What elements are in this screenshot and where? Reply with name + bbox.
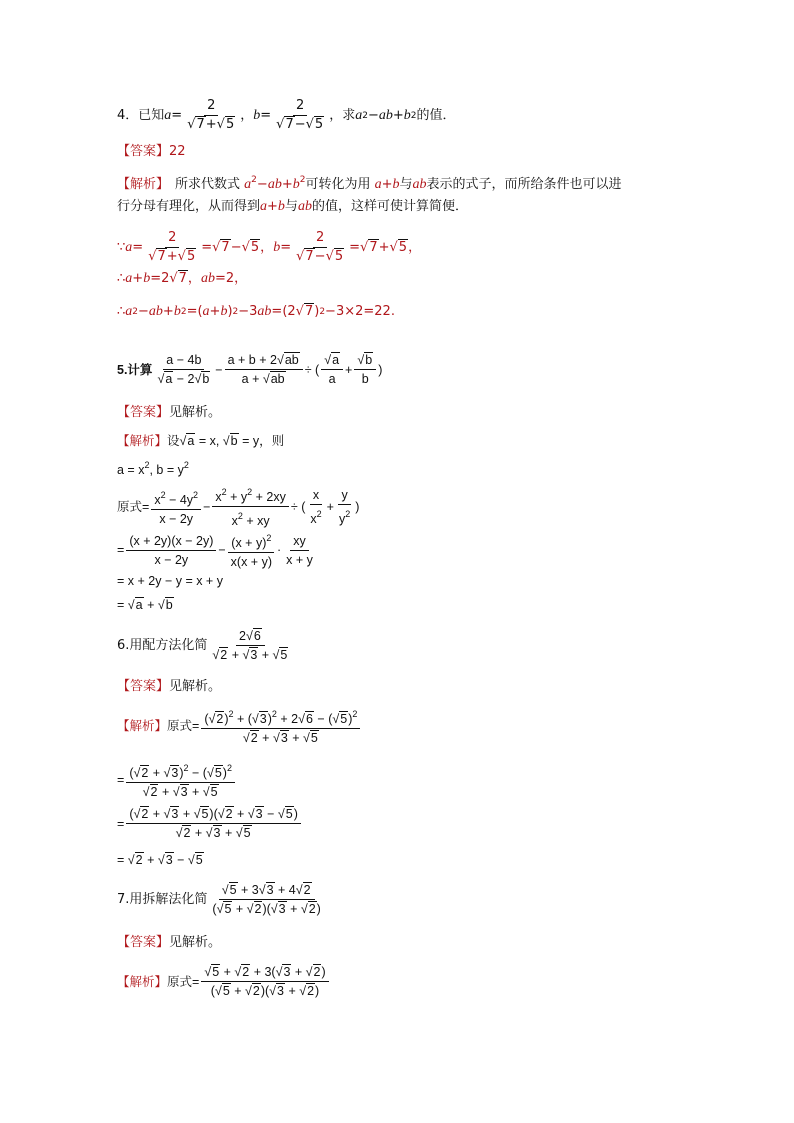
q6-step2: = $\frac{(√2 + √3)^2 - (√5)^2}{√2 + √3 + √5}$: [117, 760, 237, 800]
q4-answer: 【答案】22: [117, 144, 186, 159]
q5-step4: = √a + √b: [117, 598, 173, 612]
q4-statement: 4．已知 a = $\frac{2}{√7+√5}$ ， b = $\frac{2}{√7-√5}$ ，求 a 2 − ab + b 2 的值．: [117, 98, 456, 132]
answer-tag: 【答案】: [117, 144, 170, 159]
q6-statement: 6.用配方法化简 $\frac{2√6}{√2 + √3 + √5}$: [117, 629, 288, 662]
fraction: $\frac{2}{√7+√5}$: [187, 98, 235, 132]
q6-step3: = $\frac{(√2 + √3 + √5)(√2 + √3 - √5)}{√2 + √3 + √5}$: [117, 806, 303, 841]
q5-statement: 5.计算 $\frac{a - 4b}{√a - 2√b}$ − $\frac{a + b + 2√ab}{a + √ab}$ ÷ ( $\frac{√a}{a}$ + $\frac{√b}{b}$ ): [117, 353, 383, 386]
analysis-tag: 【解析】: [117, 177, 170, 192]
q4-analysis-line1: 【解析】 所求代数式 $a^2-ab+b^2$可转化为用 a+b与ab表示的式子，而所给条件也可以进: [117, 175, 622, 192]
q7-label: 7.用拆解法化简: [117, 891, 208, 907]
fraction: $\frac{2}{√7-√5}$: [276, 98, 324, 132]
q6-step1: 【解析】 原式 = $\frac{(√2)^2 + (√3)^2 + 2√6 - (√5)^2}{√2 + √3 + √5}$: [117, 706, 362, 746]
q7-step1: 【解析】 原式 = $\frac{√5 + √2 + 3(√3 + √2)}{(√5 + √2)(√3 + √2)}$: [117, 964, 331, 999]
q6-step4: = √2 + √3 − √5: [117, 853, 203, 867]
q7-statement: 7.用拆解法化简 $\frac{√5 + 3√3 + 4√2}{(√5 + √2)(√3 + √2)}$: [117, 883, 321, 916]
q4-analysis-line2: 行分母有理化，从而得到a+b与ab的值，这样可使计算简便．: [117, 199, 468, 214]
q5-step3: = x + 2y − y = x + y: [117, 574, 223, 588]
q4-step2: ∴ a + b =2√7， ab =2，: [117, 271, 248, 286]
q4-label: 4．已知: [117, 107, 165, 123]
q5-step2: = $\frac{(x + 2y)(x - 2y)}{x - 2y}$ − $\frac{(x + y)^2}{x(x + y)}$ · $\frac{xy}{x + y}$: [117, 530, 318, 570]
q6-label: 6.用配方法化简: [117, 637, 208, 653]
q6-answer: 【答案】见解析。: [117, 679, 222, 694]
q5-answer: 【答案】见解析。: [117, 405, 222, 420]
q5-substitution: $a = x^2$, $b = y^2$: [117, 460, 189, 477]
q4-step3: ∴ a 2 − ab + b 2 =( a + b ) 2 −3 ab =(2√7) 2 −3×2= 22.: [117, 304, 395, 319]
q7-answer: 【答案】见解析。: [117, 935, 222, 950]
q5-step1: 原式 = $\frac{x^2 - 4y^2}{x - 2y}$ − $\frac{x^2 + y^2 + 2xy}{x^2 + xy}$ ÷ ( $\frac{x}{x^2}$ + $\frac{y}{y^2}$ ): [117, 484, 359, 529]
q5-label: 5.计算: [117, 362, 153, 377]
q5-analysis-setup: 【解析】设√a = x, √b = y，则: [117, 434, 285, 448]
q4-step1: ∵ a = $\frac{2}{√7+√5}$ =√7−√5， b = $\frac{2}{√7-√5}$ =√7+√5，: [117, 230, 422, 264]
